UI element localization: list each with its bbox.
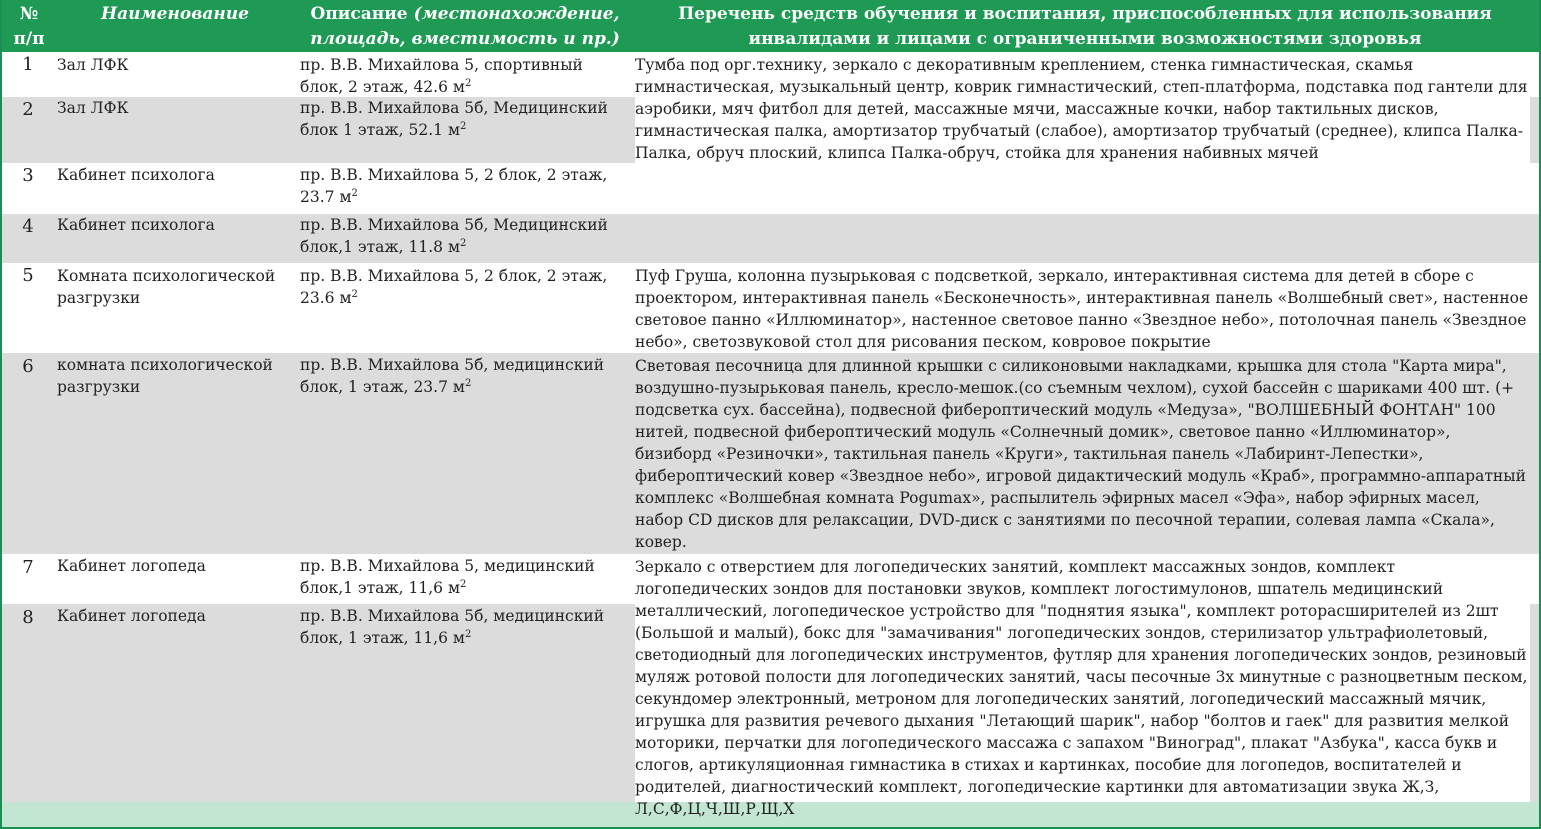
room-description: пр. В.В. Михайлова 5б, Медицинский блок,1 этаж, 11.8 $м^2$: [300, 216, 608, 256]
room-name: Кабинет психолога: [57, 216, 215, 234]
equipment-cell-relax-5: Пуф Груша, колонна пузырьковая с подсветкой, зеркало, интерактивная система для детей в сборе с проектором, интерактивная панель «Бесконечность», интерактивная панель «Волшебный свет», настенное световое панно «Иллюминатор», настенное световое панно «Звездное небо», потолочная панель «Звездное небо», светозвуковой стол для рисования песком, ковровое покрытие: [635, 267, 1529, 351]
row-number: 5: [22, 265, 34, 286]
row-number: 8: [22, 607, 34, 628]
header-equip-line1: Перечень средств обучения и воспитания, приспособленных для использования: [678, 4, 1492, 24]
equipment-cell-lfk: Тумба под орг.технику, зеркало с декоративным креплением, стенка гимнастическая, скамья гимнастическая, музыкальный центр, коврик гимнастический, степ-платформа, подставка под гантели для аэробики, мяч фитбол для детей, массажные мячи, массажные кочки, набор тактильных дисков, гимнастическая палка, амортизатор трубчатый (слабое), амортизатор трубчатый (среднее), клипса Палка-Палка, обруч плоский, клипса Палка-обруч, стойка для хранения набивных мячей: [635, 52, 1530, 214]
row-number: 4: [22, 216, 34, 237]
header-desc-italic-2: площадь, вместимость и пр.): [310, 29, 620, 49]
equipment-cell-relax-6: Световая песочница для длинной крышки с силиконовыми накладками, крышка для стола "Карта мира", воздушно-пузырьковая панель, кресло-мешок.(со съемным чехлом), сухой бассейн с шариками 400 шт. (+ подсветка сух. бассейна), подвесной фибероптический модуль «Медуза», "ВОЛШЕБНЫЙ ФОНТАН" 100 нитей, подвесной фибероптический модуль «Солнечный домик», световое панно «Иллюминатор», бизиборд «Резиночки», тактильная панель «Круги», тактильная панель «Лабиринт-Лепестки», фибероптический ковер «Звездное небо», игровой дидактический модуль «Краб», программно-аппаратный комплекс «Волшебная комната Pogumax», распылитель эфирных масел «Эфа», набор эфирных масел, набор CD дисков для релаксации, DVD-диск с занятиями по песочной терапии, солевая лампа «Скала», ковер.: [635, 357, 1526, 551]
room-name: Кабинет логопеда: [57, 607, 206, 625]
room-name: Комната психологической разгрузки: [57, 267, 276, 307]
equipment-cell-logoped: Зеркало с отверстием для логопедических занятий, комплект массажных зондов, комплект логопедических зондов для постановки звуков, комплект логостимулонов, шпатель медицинский металлический, логопедическое устройство для "поднятия языка", комплект роторасширителей из 2шт (Большой и малый), бокс для "замачивания" логопедических зондов, стерилизатор ультрафиолетовый, светодиодный для логопедических инструментов, футляр для хранения логопедических зондов, резиновый муляж ротовой полости для логопедических занятий, часы песочные 3х минутные с разноцветным песком, секундомер электронный, метроном для логопедических занятий, логопедический массажный мячик, игрушка для развития речевого дыхания "Летающий шарик", набор "болтов и гаек" для развития мелкой моторики, перчатки для логопедического массажа с запахом "Виноград", плакат "Азбука", касса букв и слогов, артикуляционная гимнастика в стихах и картинках, пособие для логопедов, воспитателей и родителей, диагностический комплект, логопедические картинки для автоматизации звука Ж,З, Л,С,Ф,Ц,Ч,Ш,Р,Щ,Х: [635, 554, 1530, 802]
room-description: пр. В.В. Михайлова 5б, Медицинский блок 1 этаж, 52.1 $м^2$: [300, 99, 608, 139]
row-number: 7: [22, 557, 34, 578]
row-number: 2: [22, 99, 34, 120]
room-description: пр. В.В. Михайлова 5б, медицинский блок, 1 этаж, 23.7 $м^2$: [300, 356, 605, 396]
header-desc-italic-1: (местонахождение,: [413, 4, 620, 24]
room-name: Кабинет психолога: [57, 166, 215, 184]
row-number: 3: [22, 165, 34, 186]
room-description: пр. В.В. Михайлова 5б, медицинский блок, 1 этаж, 11,6 $м^2$: [300, 607, 605, 647]
room-name: Кабинет логопеда: [57, 557, 206, 575]
room-description: пр. В.В. Михайлова 5, спортивный блок, 2 этаж, 42.6 $м^2$: [300, 56, 583, 96]
room-description: пр. В.В. Михайлова 5, 2 блок, 2 этаж, 23.6 $м^2$: [300, 267, 608, 307]
header-equip-line2: инвалидами и лицами с ограниченными возможностями здоровья: [748, 29, 1422, 49]
row-number: 1: [22, 54, 34, 75]
room-name: Зал ЛФК: [57, 56, 129, 74]
row-number: 6: [22, 356, 34, 377]
room-name: Зал ЛФК: [57, 99, 129, 117]
room-description: пр. В.В. Михайлова 5, 2 блок, 2 этаж, 23.7 $м^2$: [300, 166, 608, 206]
header-num-line1: №: [19, 4, 39, 24]
header-desc-prefix: Описание: [310, 4, 408, 24]
room-name: комната психологической разгрузки: [57, 356, 273, 396]
header-name: Наименование: [101, 4, 249, 24]
room-description: пр. В.В. Михайлова 5, медицинский блок,1 этаж, 11,6 $м^2$: [300, 557, 595, 597]
header-num-line2: п/п: [13, 29, 45, 49]
